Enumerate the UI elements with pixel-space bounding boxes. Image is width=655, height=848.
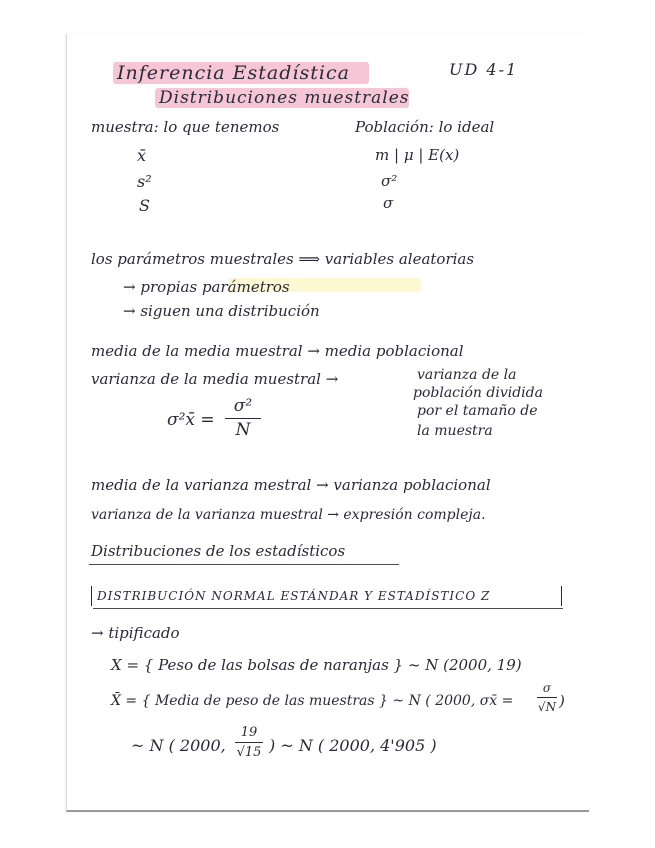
section-title: Distribuciones de los estadísticos [91,542,346,560]
muestra-label: muestra: lo que tenemos [91,118,280,136]
symbol-mu: m | μ | E(x) [375,146,460,164]
parametros-item-1: → propias parámetros [123,278,290,296]
unit-label: UD 4-1 [449,60,519,79]
box-right-bar [561,586,562,606]
symbol-sigma2: σ² [381,172,398,190]
varianza-line-2: varianza de la varianza muestral → expresión compleja. [91,507,486,523]
varianza-note-2: población dividida [413,385,543,401]
tipificado-label: → tipificado [91,624,180,642]
equation-result-bar [235,742,263,743]
box-title-underline [93,608,563,609]
box-title: DISTRIBUCIÓN NORMAL ESTÁNDAR Y ESTADÍSTICO Z [97,589,491,603]
symbol-s: S [139,196,150,215]
section-title-underline [89,564,399,565]
media-line-2: varianza de la media muestral → [91,370,339,388]
page-subtitle: Distribuciones muestrales [159,88,410,108]
equation-result-numerator: 19 [240,725,258,740]
equation-result-denominator: √15 [236,745,262,760]
equation-xbar-denominator: √N [537,700,557,714]
media-line-1: media de la media muestral → media poblacional [91,342,464,360]
equation-result-fraction [235,726,263,759]
page-title: Inferencia Estadística [117,62,350,84]
parametros-line: los parámetros muestrales ⟹ variables aleatorias [91,250,475,268]
box-left-bar [91,586,92,606]
equation-xbar-numerator: σ [542,681,552,695]
formula-numerator: σ² [233,396,253,416]
equation-xbar: X̄ = { Media de peso de las muestras } ~ N ( 2000, σx̄ = [111,693,514,709]
equation-xbar-close: ) [559,692,565,710]
equation-result-left: ~ N ( 2000, [131,736,226,755]
equation-xbar-fraction [537,682,557,713]
varianza-line-1: media de la varianza mestral → varianza poblacional [91,476,491,494]
equation-x: X = { Peso de las bolsas de naranjas } ~ N (2000, 19) [111,656,522,674]
symbol-sigma: σ [383,194,394,212]
notebook-page [66,34,589,812]
formula-denominator: N [235,420,251,440]
poblacion-label: Población: lo ideal [355,118,495,136]
symbol-s2: s² [137,172,152,191]
formula-lhs: σ²x̄ = [167,410,215,430]
varianza-note-3: por el tamaño de [417,403,538,419]
fraction-bar [225,418,261,419]
equation-xbar-bar [537,697,557,698]
equation-result-right: ) ~ N ( 2000, 4'905 ) [269,736,437,755]
formula-fraction [225,398,261,439]
varianza-note-1: varianza de la [417,367,517,383]
parametros-item-2: → siguen una distribución [123,302,320,320]
symbol-xbar: x̄ [137,146,147,165]
varianza-note-4: la muestra [417,423,493,439]
